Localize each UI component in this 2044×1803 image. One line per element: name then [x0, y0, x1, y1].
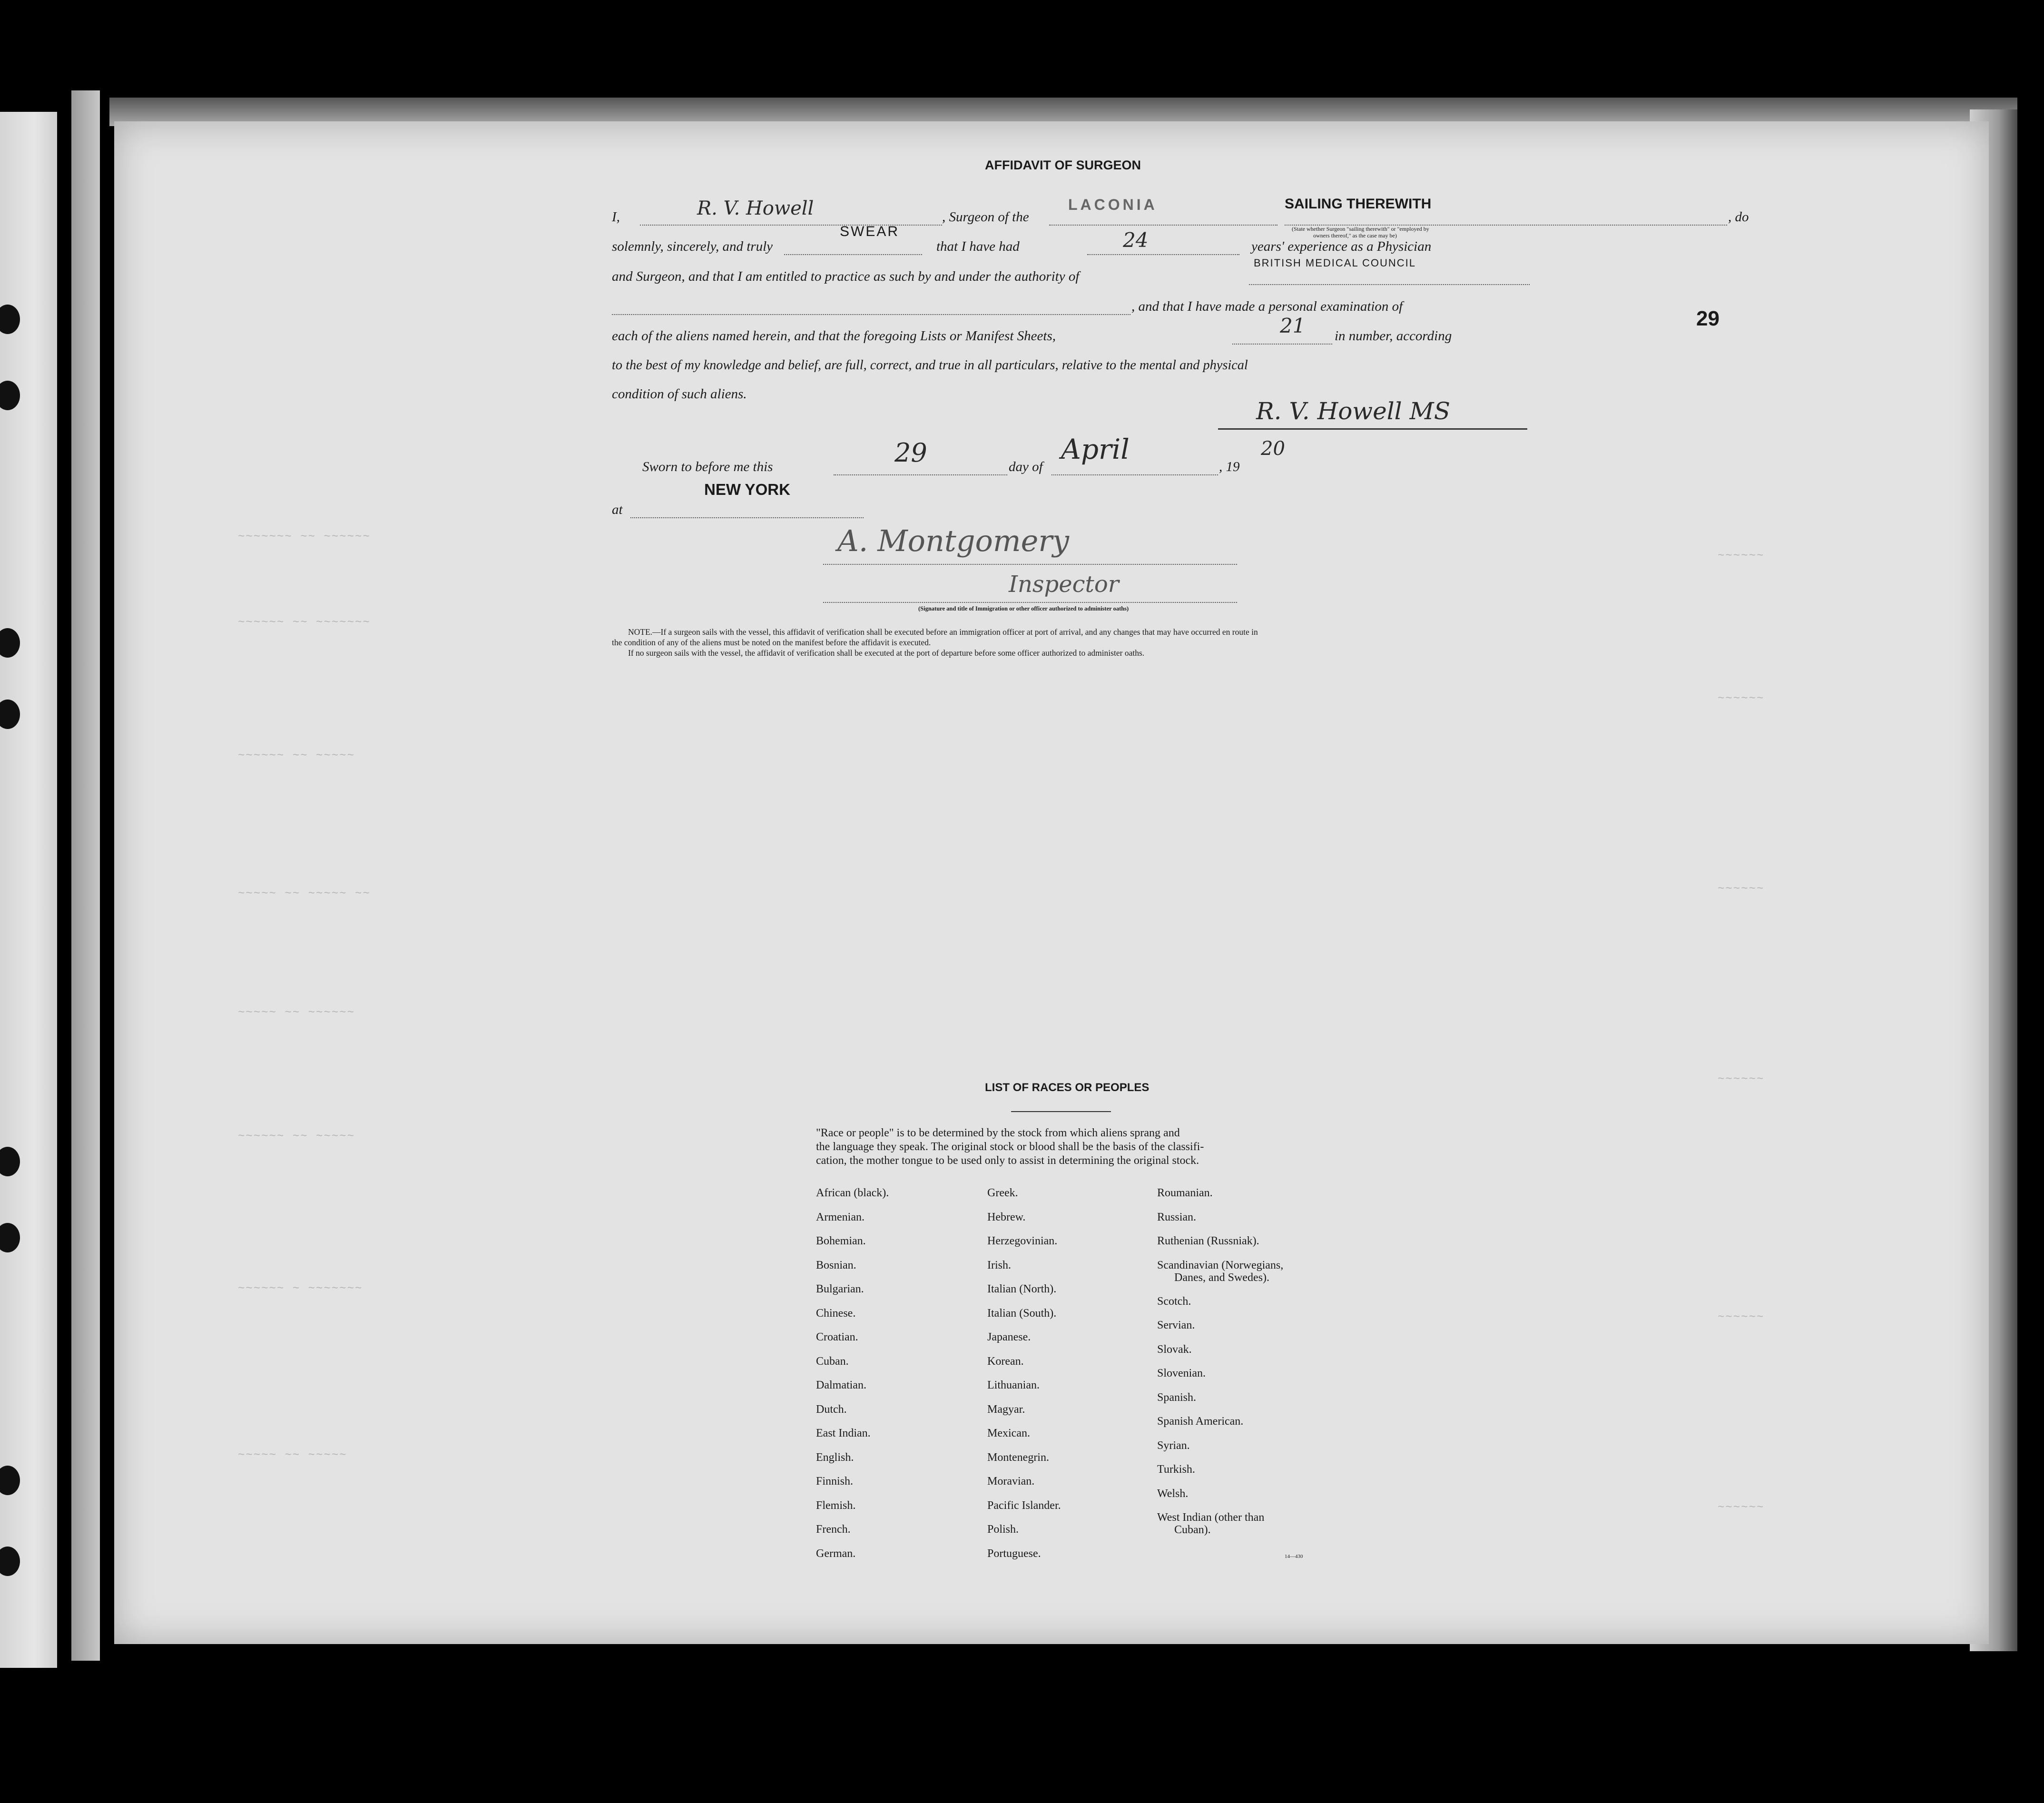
- affidavit-years-experience: years' experience as a Physician: [1251, 239, 1432, 254]
- affidavit-line-5: each of the aliens named herein, and that the foregoing Lists or Manifest Sheets,: [612, 328, 1056, 344]
- sworn-month: April: [1061, 433, 1130, 465]
- authority-line-2: [612, 314, 1130, 315]
- race-item-line: West Indian (other than: [1157, 1511, 1265, 1524]
- race-item: Portuguese.: [987, 1547, 1041, 1560]
- affidavit-line-6: to the best of my knowledge and belief, are full, correct, and true in all particulars, relative to the mental and physical: [612, 358, 1248, 373]
- race-item: Moravian.: [987, 1475, 1035, 1488]
- race-item: Spanish.: [1157, 1391, 1197, 1404]
- race-item: Servian.: [1157, 1319, 1195, 1331]
- sailing-note: owners thereof," as the case may be): [1313, 232, 1397, 239]
- sailing-note: (State whether Surgeon "sailing therewith" or "employed by: [1292, 226, 1429, 232]
- race-item-line: Danes, and Swedes).: [1174, 1271, 1269, 1284]
- race-item: African (black).: [816, 1187, 889, 1199]
- race-item: Bosnian.: [816, 1259, 856, 1271]
- month-line: [1051, 474, 1218, 475]
- surgeon-signature: R. V. Howell MS: [1256, 397, 1451, 425]
- form-code: 14—430: [1285, 1554, 1303, 1559]
- affidavit-i: I,: [612, 209, 620, 225]
- race-item: Flemish.: [816, 1499, 856, 1512]
- race-item: Slovak.: [1157, 1343, 1192, 1356]
- races-column-2: [987, 1181, 1061, 1566]
- show-through-text: ~~~~~~: [1718, 1501, 1765, 1514]
- race-item: Scotch.: [1157, 1295, 1191, 1308]
- show-through-text: ~~~~~~: [1718, 1073, 1765, 1086]
- oath-line: [784, 254, 922, 255]
- show-through-text: ~~~~~ ~~ ~~~~~ ~~: [238, 887, 371, 900]
- race-item-scandinavian: [1157, 1253, 1283, 1290]
- race-item: Slovenian.: [1157, 1367, 1206, 1379]
- page-number: 29: [1696, 307, 1720, 330]
- race-item: Italian (North).: [987, 1283, 1057, 1295]
- race-item: Ruthenian (Russniak).: [1157, 1235, 1259, 1247]
- race-item: Italian (South).: [987, 1307, 1057, 1320]
- race-item: Magyar.: [987, 1403, 1025, 1416]
- affidavit-line-4: , and that I have made a personal examination of: [1131, 299, 1403, 314]
- affidavit-in-number: in number, according: [1335, 328, 1452, 344]
- race-item: Cuban.: [816, 1355, 849, 1368]
- race-item: Chinese.: [816, 1307, 856, 1320]
- affidavit-title: AFFIDAVIT OF SURGEON: [985, 158, 1141, 172]
- place-line: [630, 517, 864, 518]
- race-item-west-indian: [1157, 1506, 1283, 1542]
- show-through-text: ~~~~~ ~~ ~~~~~: [238, 1449, 347, 1462]
- show-through-text: ~~~~~~: [1718, 883, 1765, 896]
- vessel-line: [1049, 225, 1278, 226]
- affidavit-line-3: and Surgeon, and that I am entitled to practice as such by and under the authority of: [612, 269, 1080, 284]
- races-intro-3: cation, the mother tongue to be used only to assist in determining the original stock.: [816, 1154, 1199, 1167]
- day-line: [834, 474, 1007, 475]
- note-line-3: If no surgeon sails with the vessel, the affidavit of verification shall be executed at the port of departure before some officer authorized to administer oaths.: [628, 648, 1145, 658]
- show-through-text: ~~~~~~ ~ ~~~~~~~: [238, 1282, 363, 1295]
- race-item: Dalmatian.: [816, 1379, 866, 1391]
- show-through-text: ~~~~~ ~~ ~~~~~~: [238, 1006, 355, 1019]
- race-item: Herzegovinian.: [987, 1235, 1058, 1247]
- race-item: Lithuanian.: [987, 1379, 1040, 1391]
- show-through-text: ~~~~~~ ~~ ~~~~~: [238, 749, 355, 762]
- show-through-text: ~~~~~~ ~~ ~~~~~~~: [238, 616, 371, 629]
- vessel-name: LACONIA: [1068, 196, 1158, 213]
- authority: BRITISH MEDICAL COUNCIL: [1254, 257, 1416, 269]
- affidavit-line-7: condition of such aliens.: [612, 386, 747, 402]
- binder-edge: [0, 112, 57, 1668]
- race-item: Bulgarian.: [816, 1283, 864, 1295]
- race-item: Pacific Islander.: [987, 1499, 1061, 1512]
- affidavit-solemnly: solemnly, sincerely, and truly: [612, 239, 773, 254]
- signature-line: [1218, 428, 1527, 430]
- sworn-before: Sworn to before me this: [642, 459, 773, 474]
- sworn-nineteen: , 19: [1219, 459, 1240, 474]
- sheets-line: [1232, 344, 1332, 345]
- race-item: Croatian.: [816, 1331, 858, 1343]
- race-item: Roumanian.: [1157, 1187, 1213, 1199]
- sworn-at: at: [612, 502, 623, 517]
- race-item: Welsh.: [1157, 1487, 1189, 1500]
- sailing-do: , do: [1728, 209, 1749, 225]
- races-intro-2: the language they speak. The original stock or blood shall be the basis of the classifi-: [816, 1141, 1204, 1153]
- race-item: German.: [816, 1547, 856, 1560]
- race-item: East Indian.: [816, 1427, 871, 1439]
- race-item: Korean.: [987, 1355, 1024, 1368]
- show-through-text: ~~~~~~~ ~~ ~~~~~~: [238, 531, 371, 543]
- races-intro-1: "Race or people" is to be determined by the stock from which aliens sprang and: [816, 1127, 1180, 1139]
- sworn-year: 20: [1261, 438, 1285, 460]
- show-through-text: ~~~~~~: [1718, 550, 1765, 562]
- years-line: [1087, 254, 1239, 255]
- race-item: Greek.: [987, 1187, 1018, 1199]
- races-title: LIST OF RACES OR PEOPLES: [985, 1081, 1150, 1094]
- race-item: Armenian.: [816, 1211, 865, 1223]
- race-item-line: Cuban).: [1174, 1524, 1211, 1536]
- races-column-3: [1157, 1181, 1283, 1542]
- sworn-place: NEW YORK: [704, 481, 790, 498]
- race-item: Russian.: [1157, 1211, 1197, 1223]
- officer-signature-line: [823, 564, 1237, 565]
- race-item: Polish.: [987, 1523, 1019, 1536]
- officer-caption: (Signature and title of Immigration or other officer authorized to administer oaths): [918, 605, 1129, 612]
- oath-word: SWEAR: [840, 224, 900, 239]
- race-item: Irish.: [987, 1259, 1011, 1271]
- officer-signature: A. Montgomery: [837, 523, 1070, 558]
- note-line-1: NOTE.—If a surgeon sails with the vessel, this affidavit of verification shall be executed before an immigration officer at port of arrival, and any changes that may have occurred en route in: [628, 627, 1258, 637]
- surgeon-name: R. V. Howell: [697, 197, 814, 219]
- race-item: Montenegrin.: [987, 1451, 1049, 1464]
- race-item: English.: [816, 1451, 854, 1464]
- race-item: Spanish American.: [1157, 1415, 1244, 1428]
- races-title-rule: [1011, 1111, 1111, 1112]
- sailing-stamp: SAILING THEREWITH: [1285, 196, 1432, 212]
- race-item: Turkish.: [1157, 1463, 1195, 1476]
- sheets-count: 21: [1280, 314, 1306, 337]
- authority-line: [1249, 284, 1530, 285]
- race-item: Bohemian.: [816, 1235, 866, 1247]
- sworn-day-of: day of: [1009, 459, 1043, 474]
- sworn-day: 29: [894, 438, 927, 468]
- race-item: Hebrew.: [987, 1211, 1026, 1223]
- race-item: Syrian.: [1157, 1439, 1190, 1452]
- officer-title: Inspector: [1009, 571, 1119, 598]
- race-item: Dutch.: [816, 1403, 847, 1416]
- years-experience: 24: [1123, 228, 1149, 252]
- show-through-text: ~~~~~~: [1718, 1311, 1765, 1324]
- race-item-line: Scandinavian (Norwegians,: [1157, 1259, 1284, 1271]
- note-line-2: the condition of any of the aliens must be noted on the manifest before the affidavit is executed.: [612, 638, 931, 647]
- officer-title-line: [823, 602, 1237, 603]
- binder-edge-inner: [71, 90, 100, 1661]
- race-item: Mexican.: [987, 1427, 1030, 1439]
- race-item: Finnish.: [816, 1475, 854, 1488]
- surgeon-of-the: , Surgeon of the: [942, 209, 1029, 225]
- affidavit-that-i-have-had: that I have had: [936, 239, 1020, 254]
- show-through-text: ~~~~~~ ~~ ~~~~~: [238, 1130, 355, 1143]
- race-item: French.: [816, 1523, 851, 1536]
- show-through-text: ~~~~~~: [1718, 692, 1765, 705]
- races-column-1: [816, 1181, 889, 1566]
- race-item: Japanese.: [987, 1331, 1031, 1343]
